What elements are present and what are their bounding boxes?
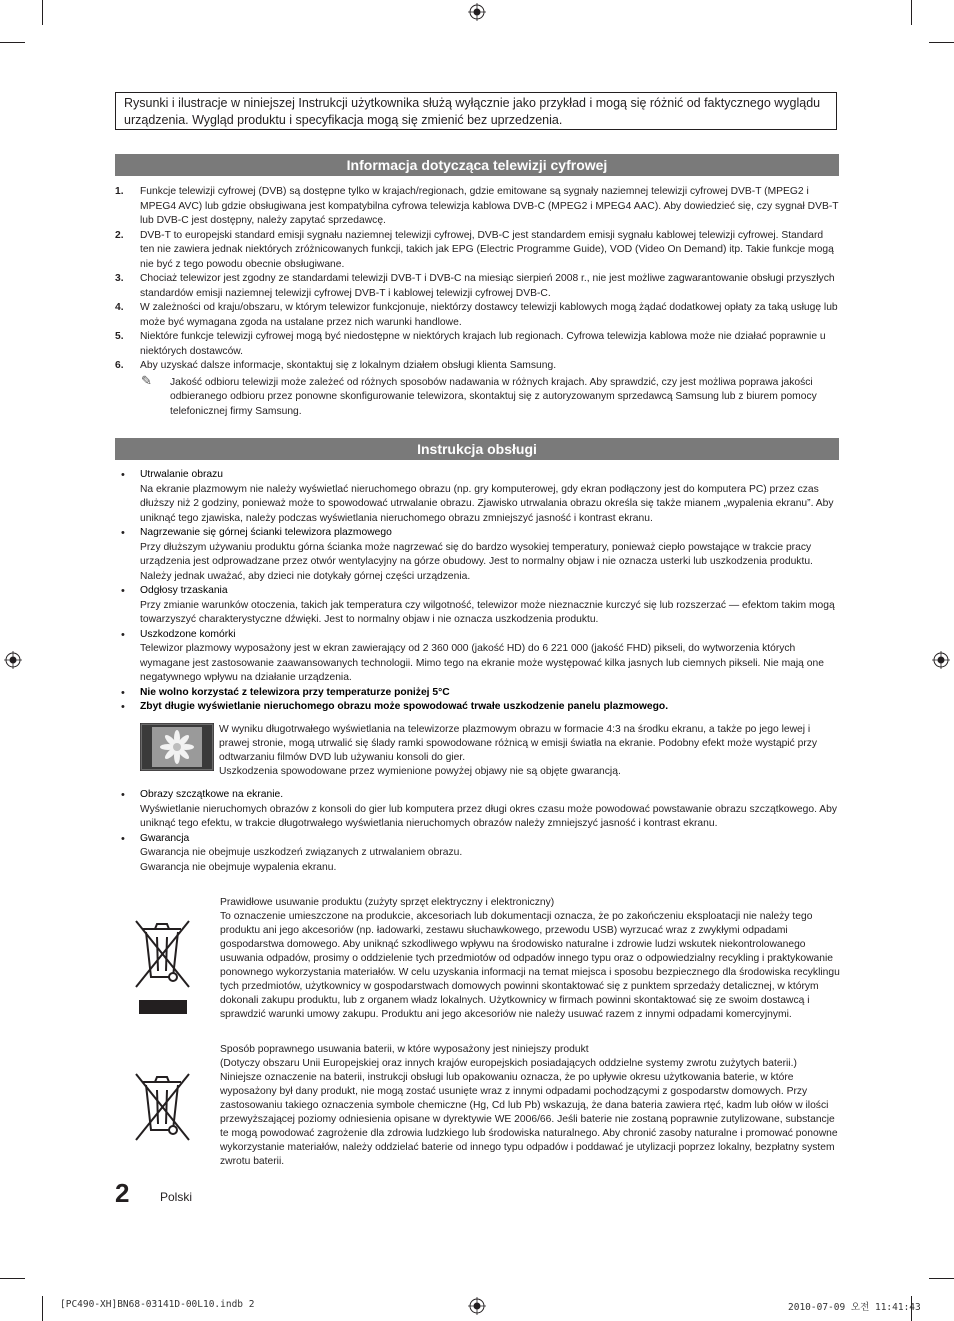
bullet-item [115, 686, 839, 701]
list-item-text: DVB-T to europejski standard emisji sygnału naziemnej telewizji cyfrowej, DVB-C jest standardem emisji sygnału kablowej telewizji cyfrowej. Standard ten nie zawiera jednak niektórych zróżnicowanych funkcji, takich jak EPG (Electric Programme Guide), VOD (Video On Demand) itp. Takie funkcje mogą nie być z tego powodu obecnie obsługiwane. [140, 229, 834, 270]
battery-disposal-subtitle: (Dotyczy obszaru Unii Europejskiej oraz innych krajów europejskich posiadających oddzielne systemy zwrotu zużytych baterii.) [220, 1058, 797, 1069]
crop-mark [911, 0, 912, 25]
instructions-list [115, 468, 839, 715]
list-item [115, 330, 839, 359]
list-item-text: Chociaż telewizor jest zgodny ze standardami telewizji DVB-T i DVB-C na miesiąc sierpień 2008 r., nie jest możliwe zagwarantowanie obsługi przyszłych standardów emisji naziemnej telewizji cyfrowej DVB-T i kablowej telewizji cyfrowej DVB-C. [140, 273, 835, 299]
battery-disposal-title: Sposób poprawnego usuwania baterii, w które wyposażony jest niniejszy produkt [220, 1044, 589, 1055]
product-disposal-title: Prawidłowe usuwanie produktu (zużyty sprzęt elektryczny i elektroniczny) [220, 897, 555, 908]
bullet-icon: • [121, 832, 125, 845]
screen-burn-text: W wyniku długotrwałego wyświetlania na telewizorze plazmowym obrazu w formacie 4:3 na środku ekranu, a także po jego lewej i prawej stronie, mogą utrwalić się ślady ramki spowodowane różnicą w emisji światła na ekranie. Podobny efekt może wystąpić przy odtwarzaniu filmów DVD lub używaniu konsoli do gier. [219, 724, 818, 763]
bullet-heading: Nie wolno korzystać z telewizora przy temperaturze poniżej 5°C [140, 686, 450, 698]
bullet-item [115, 468, 839, 526]
note [115, 372, 839, 420]
section-heading-digital-tv: Informacja dotycząca telewizji cyfrowej [115, 154, 839, 176]
bullet-icon: • [121, 628, 125, 641]
note-text: Jakość odbioru telewizji może zależeć od różnych sposobów nadawania w różnych krajach. Aby sprawdzić, czy jest możliwa poprawa jakości odbieranego odbioru przez ponowne skonfigurowanie telewizora, skontaktuj się z autoryzowanym sprzedawcą Samsung lub z biurem pomocy telefonicznej firmy Samsung. [170, 376, 817, 417]
crop-mark [42, 0, 43, 25]
list-number: 2. [115, 229, 124, 241]
list-number: 1. [115, 186, 124, 197]
battery-disposal-section [220, 1043, 840, 1169]
bullet-heading: Odgłosy trzaskania [140, 585, 228, 596]
page-language: Polski [160, 1190, 193, 1204]
list-number: 4. [115, 302, 124, 313]
bullet-heading: Uszkodzone komórki [140, 628, 236, 640]
bullet-heading: Zbyt długie wyświetlanie nieruchomego obrazu może spowodować trwałe uszkodzenie panelu plazmowego. [140, 701, 669, 712]
registration-mark-icon [4, 651, 22, 669]
crop-mark [0, 1278, 25, 1279]
registration-mark-icon [468, 1297, 486, 1315]
bullet-body: Gwarancja nie obejmuje wypalenia ekranu. [140, 861, 337, 873]
crossed-bin-icon [133, 917, 193, 1015]
list-item [115, 229, 839, 273]
crossed-battery-bin-icon [133, 1070, 193, 1142]
screen-burn-description [219, 723, 839, 779]
bullet-icon: • [121, 585, 125, 597]
product-disposal-body: To oznaczenie umieszczone na produkcie, akcesoriach lub dokumentacji oznacza, że po zakończeniu eksploatacji nie należy tego produktu ani jego akcesoriów (np. ładowarki, zestawu słuchawkowego, przewodu USB) wyrzucać wraz z zwykłymi odpadami gospodarstwa domowego. Aby uniknąć szkodliwego wpływu na środowisko naturalne i zdrowie ludzi wskutek niekontrolowanego usuwania odpadów, prosimy o oddzielenie tych przedmiotów od odpadów innego typu oraz o odpowiedzialny recykling i praktykowanie ponownego wykorzystania materiałów. W celu uzyskania informacji na temat miejsca i sposobu bezpiecznego dla środowiska recyklingu tych przedmiotów, użytkownicy w gospodarstwach domowych powinni skontaktować się z punktem sprzedaży detalicznej, w którym dokonali zakupu produktu, lub z organem władz lokalnych. Użytkownicy w firmach powinni skontaktować się ze swoim dostawcą i sprawdzić warunki umowy zakupu. Produktu ani jego akcesoriów nie należy usuwać razem z innymi odpadami komercyjnymi. [220, 911, 840, 1020]
bullet-item [115, 700, 839, 715]
screen-burn-example-image [140, 723, 214, 771]
bullet-icon: • [121, 789, 125, 801]
bullet-icon: • [121, 469, 125, 481]
battery-disposal-body: Niniejsze oznaczenie na baterii, instrukcji obsługi lub opakowaniu oznacza, że po upływie okresu użytkowania baterie, w które wyposażony był dany produkt, nie mogą zostać usunięte wraz z innymi odpadami pochodzącymi z gospodarstw domowych. Przy zastosowaniu takiego oznaczenia symbole chemiczne (Hg, Cd lub Pb) wskazują, że dana bateria zawiera rtęć, kadm lub ołów w ilości przewyższającej poziomy odniesienia opisane w dyrektywie WE 2006/66. Jeśli baterie nie zostaną poprawnie zutylizowane, substancje te mogą powodować zagrożenie dla zdrowia ludzkiego lub środowiska naturalnego. Aby chronić zasoby naturalne i promować ponowne wykorzystanie materiałów, należy oddzielać baterie od innego typu odpadów i poddawać je utylizacji poprzez lokalny, bezpłatny system zwrotu baterii. [220, 1072, 838, 1167]
list-item-text: W zależności od kraju/obszaru, w którym telewizor funkcjonuje, niektórzy dostawcy telewizji kablowych mogą żądać dodatkowej opłaty za taką usługę lub może być wymagana zgoda na ustalane przez nich warunki handlowe. [140, 302, 838, 328]
bullet-body: Przy zmianie warunków otoczenia, takich jak temperatura czy wilgotność, telewizor może nieznacznie kurczyć się lub rozszerzać — efektom takim mogą towarzyszyć charakterystyczne dźwięki. Jest to normalny objaw i nie oznacza uszkodzenia produktu. [140, 599, 835, 625]
print-slug-filename: [PC490-XH]BN68-03141D-00L10.indb 2 [60, 1299, 255, 1310]
bullet-body: Przy dłuższym używaniu produktu górna ścianka może nagrzewać się do bardzo wysokiej temperatury, ponieważ ciepło powstające w trakcie pracy urządzenia jest odprowadzane przez otwór wentylacyjny na górze obudowy. Jest to normalny objaw i nie oznacza usterki lub uszkodzenia produktu. Należy jednak uważać, aby dzieci nie dotykały górnej części urządzenia. [140, 541, 813, 582]
bullet-body: Wyświetlanie nieruchomych obrazów z konsoli do gier lub komputera przez długi okres czasu może powodować powstawanie obrazu szczątkowego. Aby uniknąć tego efektu, w trakcie długotrwałego wyświetlania nieruchomych obrazów należy zmniejszyć jasność i kontrast ekranu. [140, 803, 838, 829]
bullet-icon: • [121, 527, 125, 539]
list-number: 3. [115, 273, 124, 284]
bullet-heading: Nagrzewanie się górnej ścianki telewizora plazmowego [140, 527, 392, 538]
page-number: 2 [115, 1178, 130, 1208]
bullet-item [115, 526, 839, 584]
crop-mark [42, 1296, 43, 1321]
bullet-heading: Utrwalanie obrazu [140, 469, 223, 480]
bullet-icon: • [121, 701, 125, 713]
list-item-text: Niektóre funkcje telewizji cyfrowej mogą być niedostępne w niektórych krajach lub regionach. Cyfrowa telewizja kablowa może nie działać poprawnie u niektórych dostawców. [140, 331, 826, 357]
bullet-body: Telewizor plazmowy wyposażony jest w ekran zawierający od 2 360 000 (jakość HD) do 6 221 000 (jakość FHD) pikseli, do wytworzenia których wymagane jest zastosowanie zaawansowanych technologii. Mimo tego na ekranie może występować kilka jasnych lub ciemnych pikseli. Nie mają one negatywnego wpływu na działanie urządzenia. [140, 643, 824, 683]
crop-mark [0, 42, 25, 43]
instructions-list-continued [115, 788, 839, 875]
crop-mark [929, 42, 954, 43]
list-number: 5. [115, 331, 124, 342]
list-item [115, 185, 839, 229]
warranty-exclusion-text: Uszkodzenia spowodowane przez wymienione powyżej objawy nie są objęte gwarancją. [219, 766, 621, 777]
registration-mark-icon [932, 651, 950, 669]
disclaimer-notice: Rysunki i ilustracje w niniejszej Instrukcji użytkownika służą wyłącznie jako przykład i mogą się różnić od faktycznego wyglądu urządzenia. Wygląd produktu i specyfikacja mogą się zmienić bez uprzedzenia. [115, 92, 837, 130]
note-pencil-icon: ✎ [141, 372, 152, 388]
bullet-item [115, 832, 839, 876]
bullet-icon: • [121, 686, 125, 699]
crop-mark [929, 1278, 954, 1279]
list-item [115, 301, 839, 330]
list-item-text: Aby uzyskać dalsze informacje, skontaktuj się z lokalnym działem obsługi klienta Samsung. [140, 360, 557, 371]
product-disposal-section [220, 896, 840, 1022]
list-item-text: Funkcje telewizji cyfrowej (DVB) są dostępne tylko w krajach/regionach, gdzie emitowane są sygnały naziemnej telewizji cyfrowej DVB-T (MPEG2 i MPEG4 AVC) lub gdzie obsługiwana jest kompatybilna cyfrowa telewizja kablowa DVB-C (MPEG2 i MPEG4 AAC). Aby dowiedzieć się, czy sygnał DVB-T lub DVB-C jest dostępny, należy zapytać sprzedawcę. [140, 186, 839, 226]
print-slug-timestamp: 2010-07-09 오전 11:41:43 [788, 1302, 921, 1313]
bullet-item [115, 628, 839, 686]
bullet-item [115, 584, 839, 628]
bullet-heading: Gwarancja [140, 832, 190, 844]
list-item [115, 359, 839, 374]
bullet-body: Na ekranie plazmowym nie należy wyświetlać nieruchomego obrazu (np. gry komputerowej, gdy ekran podłączony jest do komputera PC) przez czas dłuższy niż 2 godziny, ponieważ może to spowodować utrwalanie obrazu. Zjawisko utrwalania obrazu określa się także mianem „wypalenia ekranu”. Aby uniknąć tego zjawiska, należy podczas wyświetlania nieruchomego obrazu zmniejszyć jasność i kontrast ekranu. [140, 483, 834, 524]
section-heading-instructions: Instrukcja obsługi [115, 438, 839, 460]
registration-mark-icon [468, 3, 486, 21]
list-number: 6. [115, 360, 124, 371]
bullet-item [115, 788, 839, 832]
bullet-heading: Obrazy szczątkowe na ekranie. [140, 789, 284, 800]
list-item [115, 272, 839, 301]
bullet-body: Gwarancja nie obejmuje uszkodzeń związanych z utrwalaniem obrazu. [140, 847, 463, 858]
digital-tv-list [115, 185, 839, 419]
